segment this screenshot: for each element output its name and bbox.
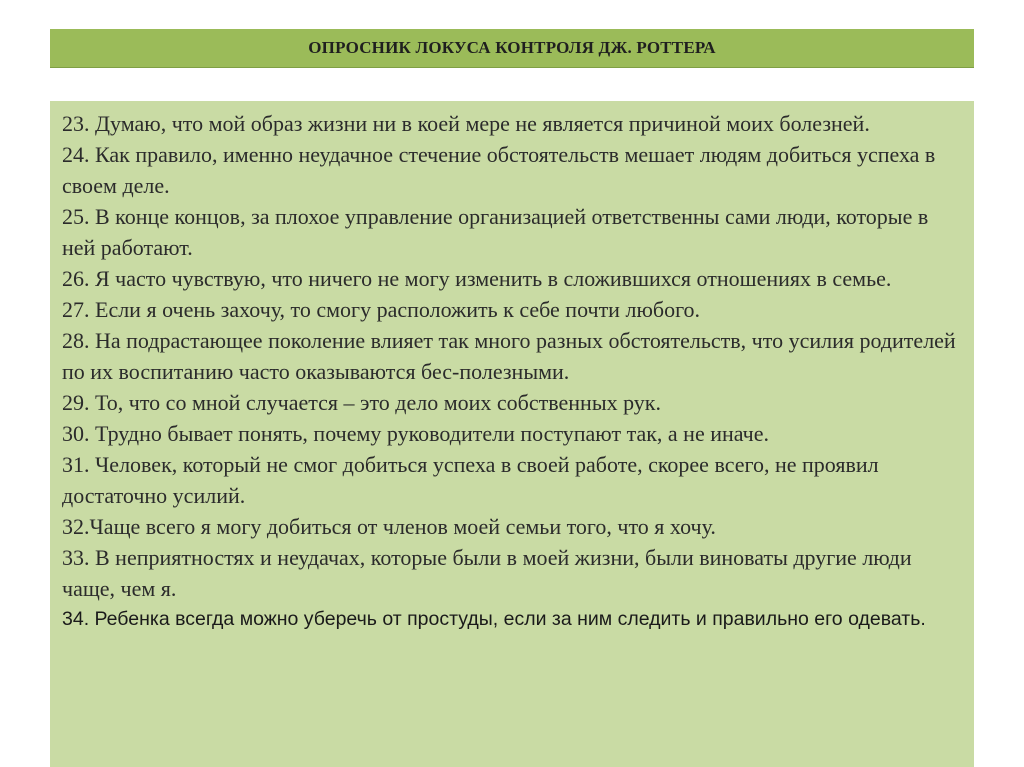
question-item-34: 34. Ребенка всегда можно уберечь от простуды, если за ним следить и правильно его одевать.: [62, 608, 926, 630]
question-item-28: 28. На подрастающее поколение влияет так много разных обстоятельств, что усилия родителей по их воспитанию часто оказываются бес-полезными.: [62, 328, 956, 384]
question-item-29: 29. То, что со мной случается – это дело моих собственных рук.: [62, 390, 661, 415]
question-item-32: 32.Чаще всего я могу добиться от членов моей семьи того, что я хочу.: [62, 514, 716, 539]
question-item-25: 25. В конце концов, за плохое управление организацией ответственны сами люди, которые в ней работают.: [62, 204, 929, 260]
questionnaire-items: [62, 108, 967, 635]
question-item-24: 24. Как правило, именно неудачное стечение обстоятельств мешает людям добиться успеха в своем деле.: [62, 142, 936, 198]
question-item-27: 27. Если я очень захочу, то смогу расположить к себе почти любого.: [62, 297, 701, 322]
question-item-33: 33. В неприятностях и неудачах, которые были в моей жизни, были виноваты другие люди чаще, чем я.: [62, 545, 912, 601]
title-bar: [50, 29, 974, 67]
question-item-31: 31. Человек, который не смог добиться успеха в своей работе, скорее всего, не проявил достаточно усилий.: [62, 452, 879, 508]
question-item-23: 23. Думаю, что мой образ жизни ни в коей мере не является причиной моих болезней.: [62, 111, 870, 136]
slide-title: ОПРОСНИК ЛОКУСА КОНТРОЛЯ ДЖ. РОТТЕРА: [308, 38, 716, 57]
question-item-26: 26. Я часто чувствую, что ничего не могу изменить в сложившихся отношениях в семье.: [62, 266, 892, 291]
question-item-30: 30. Трудно бывает понять, почему руководители поступают так, а не иначе.: [62, 421, 769, 446]
